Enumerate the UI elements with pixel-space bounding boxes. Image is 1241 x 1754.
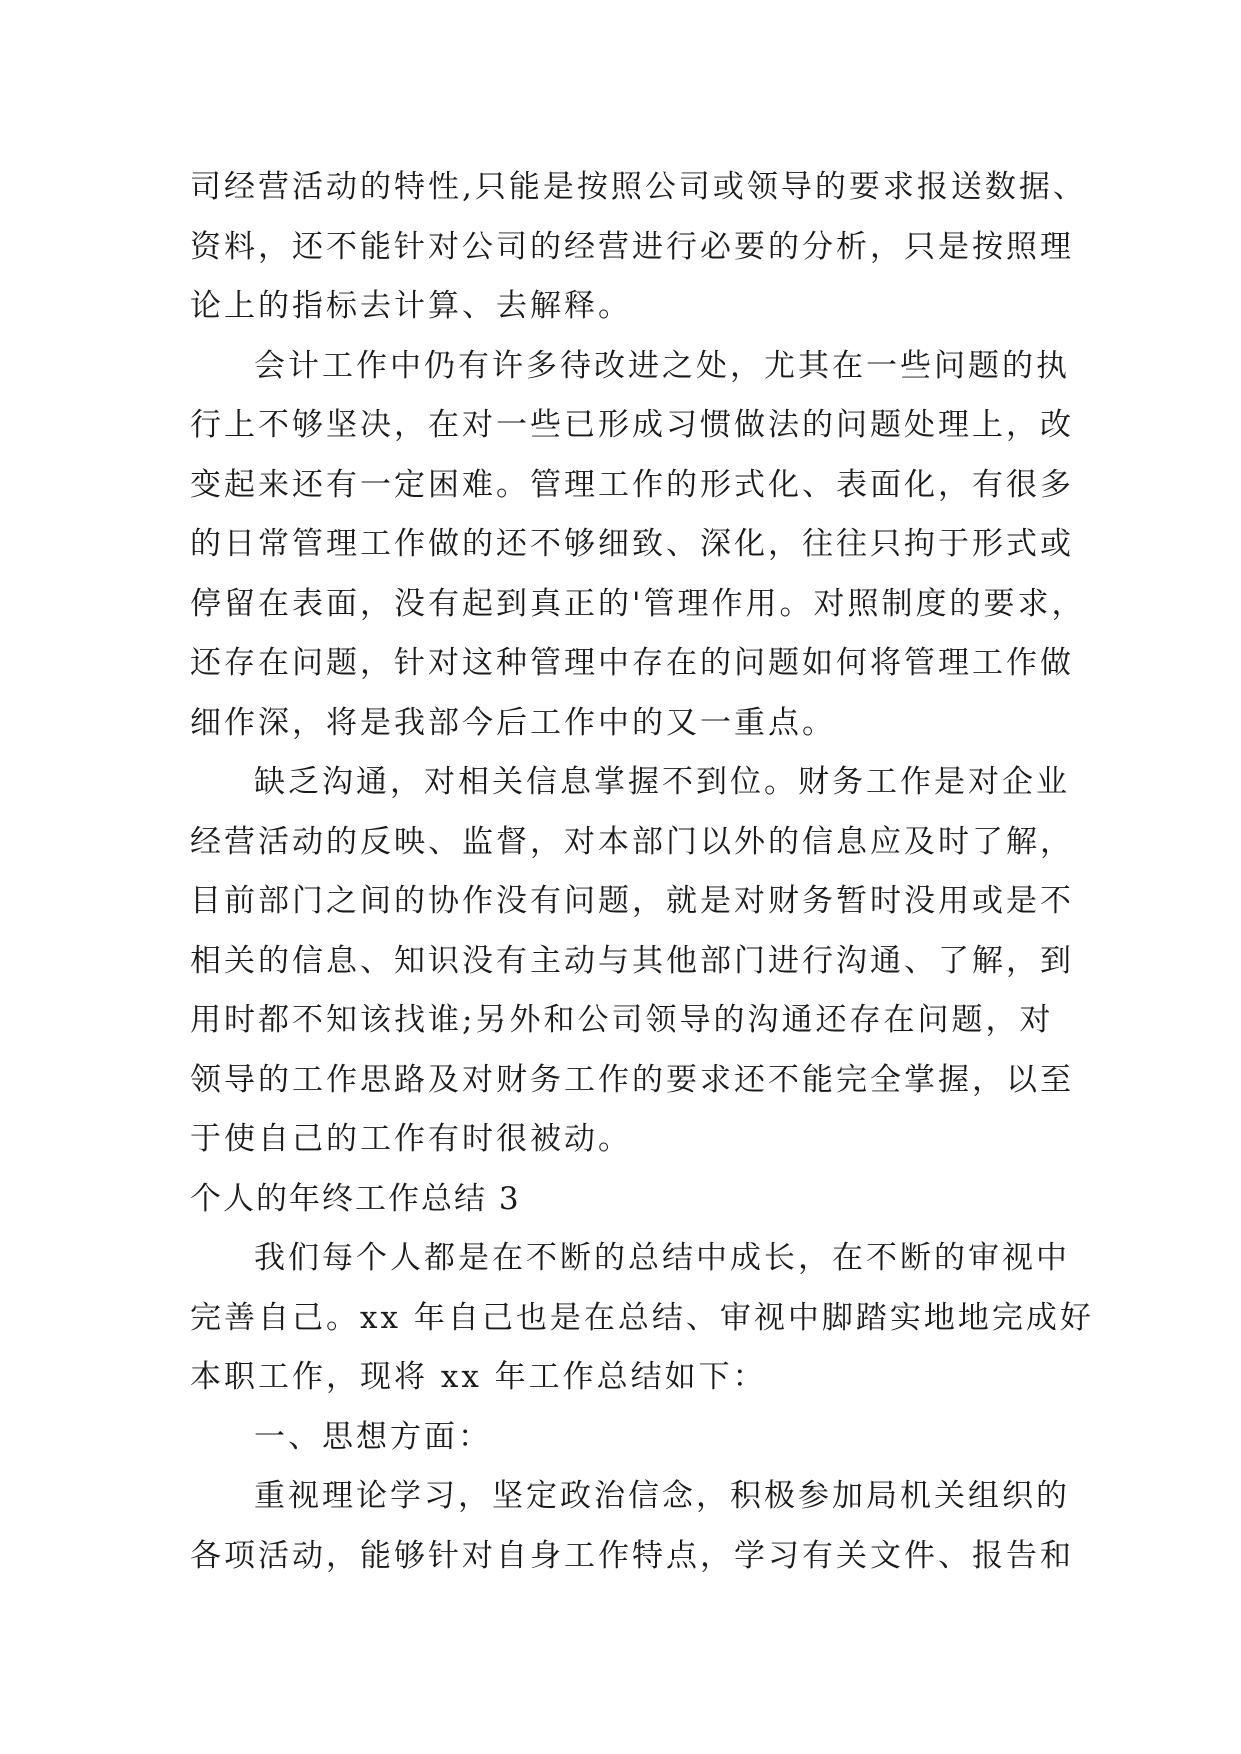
text-line: 司经营活动的特性,只能是按照公司或领导的要求报送数据、 (190, 169, 1087, 205)
text-line: 经营活动的反映、监督，对本部门以外的信息应及时了解， (190, 823, 1074, 860)
text-line: 论上的指标去计算、去解释。 (190, 288, 632, 324)
text-line: 领导的工作思路及对财务工作的要求还不能完全掌握，以至 (190, 1061, 1074, 1098)
text-line: 停留在表面，没有起到真正的'管理作用。对照制度的要求， (190, 585, 1086, 622)
text-line: 的日常管理工作做的还不够细致、深化，往往只拘于形式或 (190, 526, 1074, 562)
text-line: 我们每个人都是在不断的总结中成长，在不断的审视中 (254, 1240, 1070, 1276)
text-line: 重视理论学习，坚定政治信念，积极参加局机关组织的 (254, 1478, 1070, 1514)
text-line: 细作深，将是我部今后工作中的又一重点。 (190, 704, 836, 741)
section-heading: 个人的年终工作总结 3 (190, 1180, 521, 1217)
document-body (190, 158, 1094, 1586)
text-line: 目前部门之间的协作没有问题，就是对财务暂时没用或是不 (190, 883, 1074, 919)
text-line: 缺乏沟通，对相关信息掌握不到位。财务工作是对企业 (254, 764, 1070, 800)
text-line: 行上不够坚决，在对一些已形成习惯做法的问题处理上，改 (190, 407, 1074, 443)
text-line: 用时都不知该找谁;另外和公司领导的沟通还存在问题，对 (190, 1002, 1054, 1038)
text-line: 各项活动，能够针对自身工作特点，学习有关文件、报告和 (190, 1537, 1074, 1574)
text-line: 相关的信息、知识没有主动与其他部门进行沟通、了解，到 (190, 942, 1074, 979)
text-line: 一、思想方面： (254, 1418, 492, 1455)
text-line: 资料，还不能针对公司的经营进行必要的分析，只是按照理 (190, 228, 1074, 265)
text-line: 会计工作中仍有许多待改进之处，尤其在一些问题的执 (254, 347, 1070, 384)
text-line: 于使自己的工作有时很被动。 (190, 1121, 632, 1157)
text-line: 本职工作，现将 xx 年工作总结如下： (190, 1359, 767, 1395)
text-line: 还存在问题，针对这种管理中存在的问题如何将管理工作做 (190, 645, 1074, 681)
text-line: 完善自己。xx 年自己也是在总结、审视中脚踏实地地完成好 (190, 1299, 1094, 1336)
text-line: 变起来还有一定困难。管理工作的形式化、表面化，有很多 (190, 466, 1074, 503)
